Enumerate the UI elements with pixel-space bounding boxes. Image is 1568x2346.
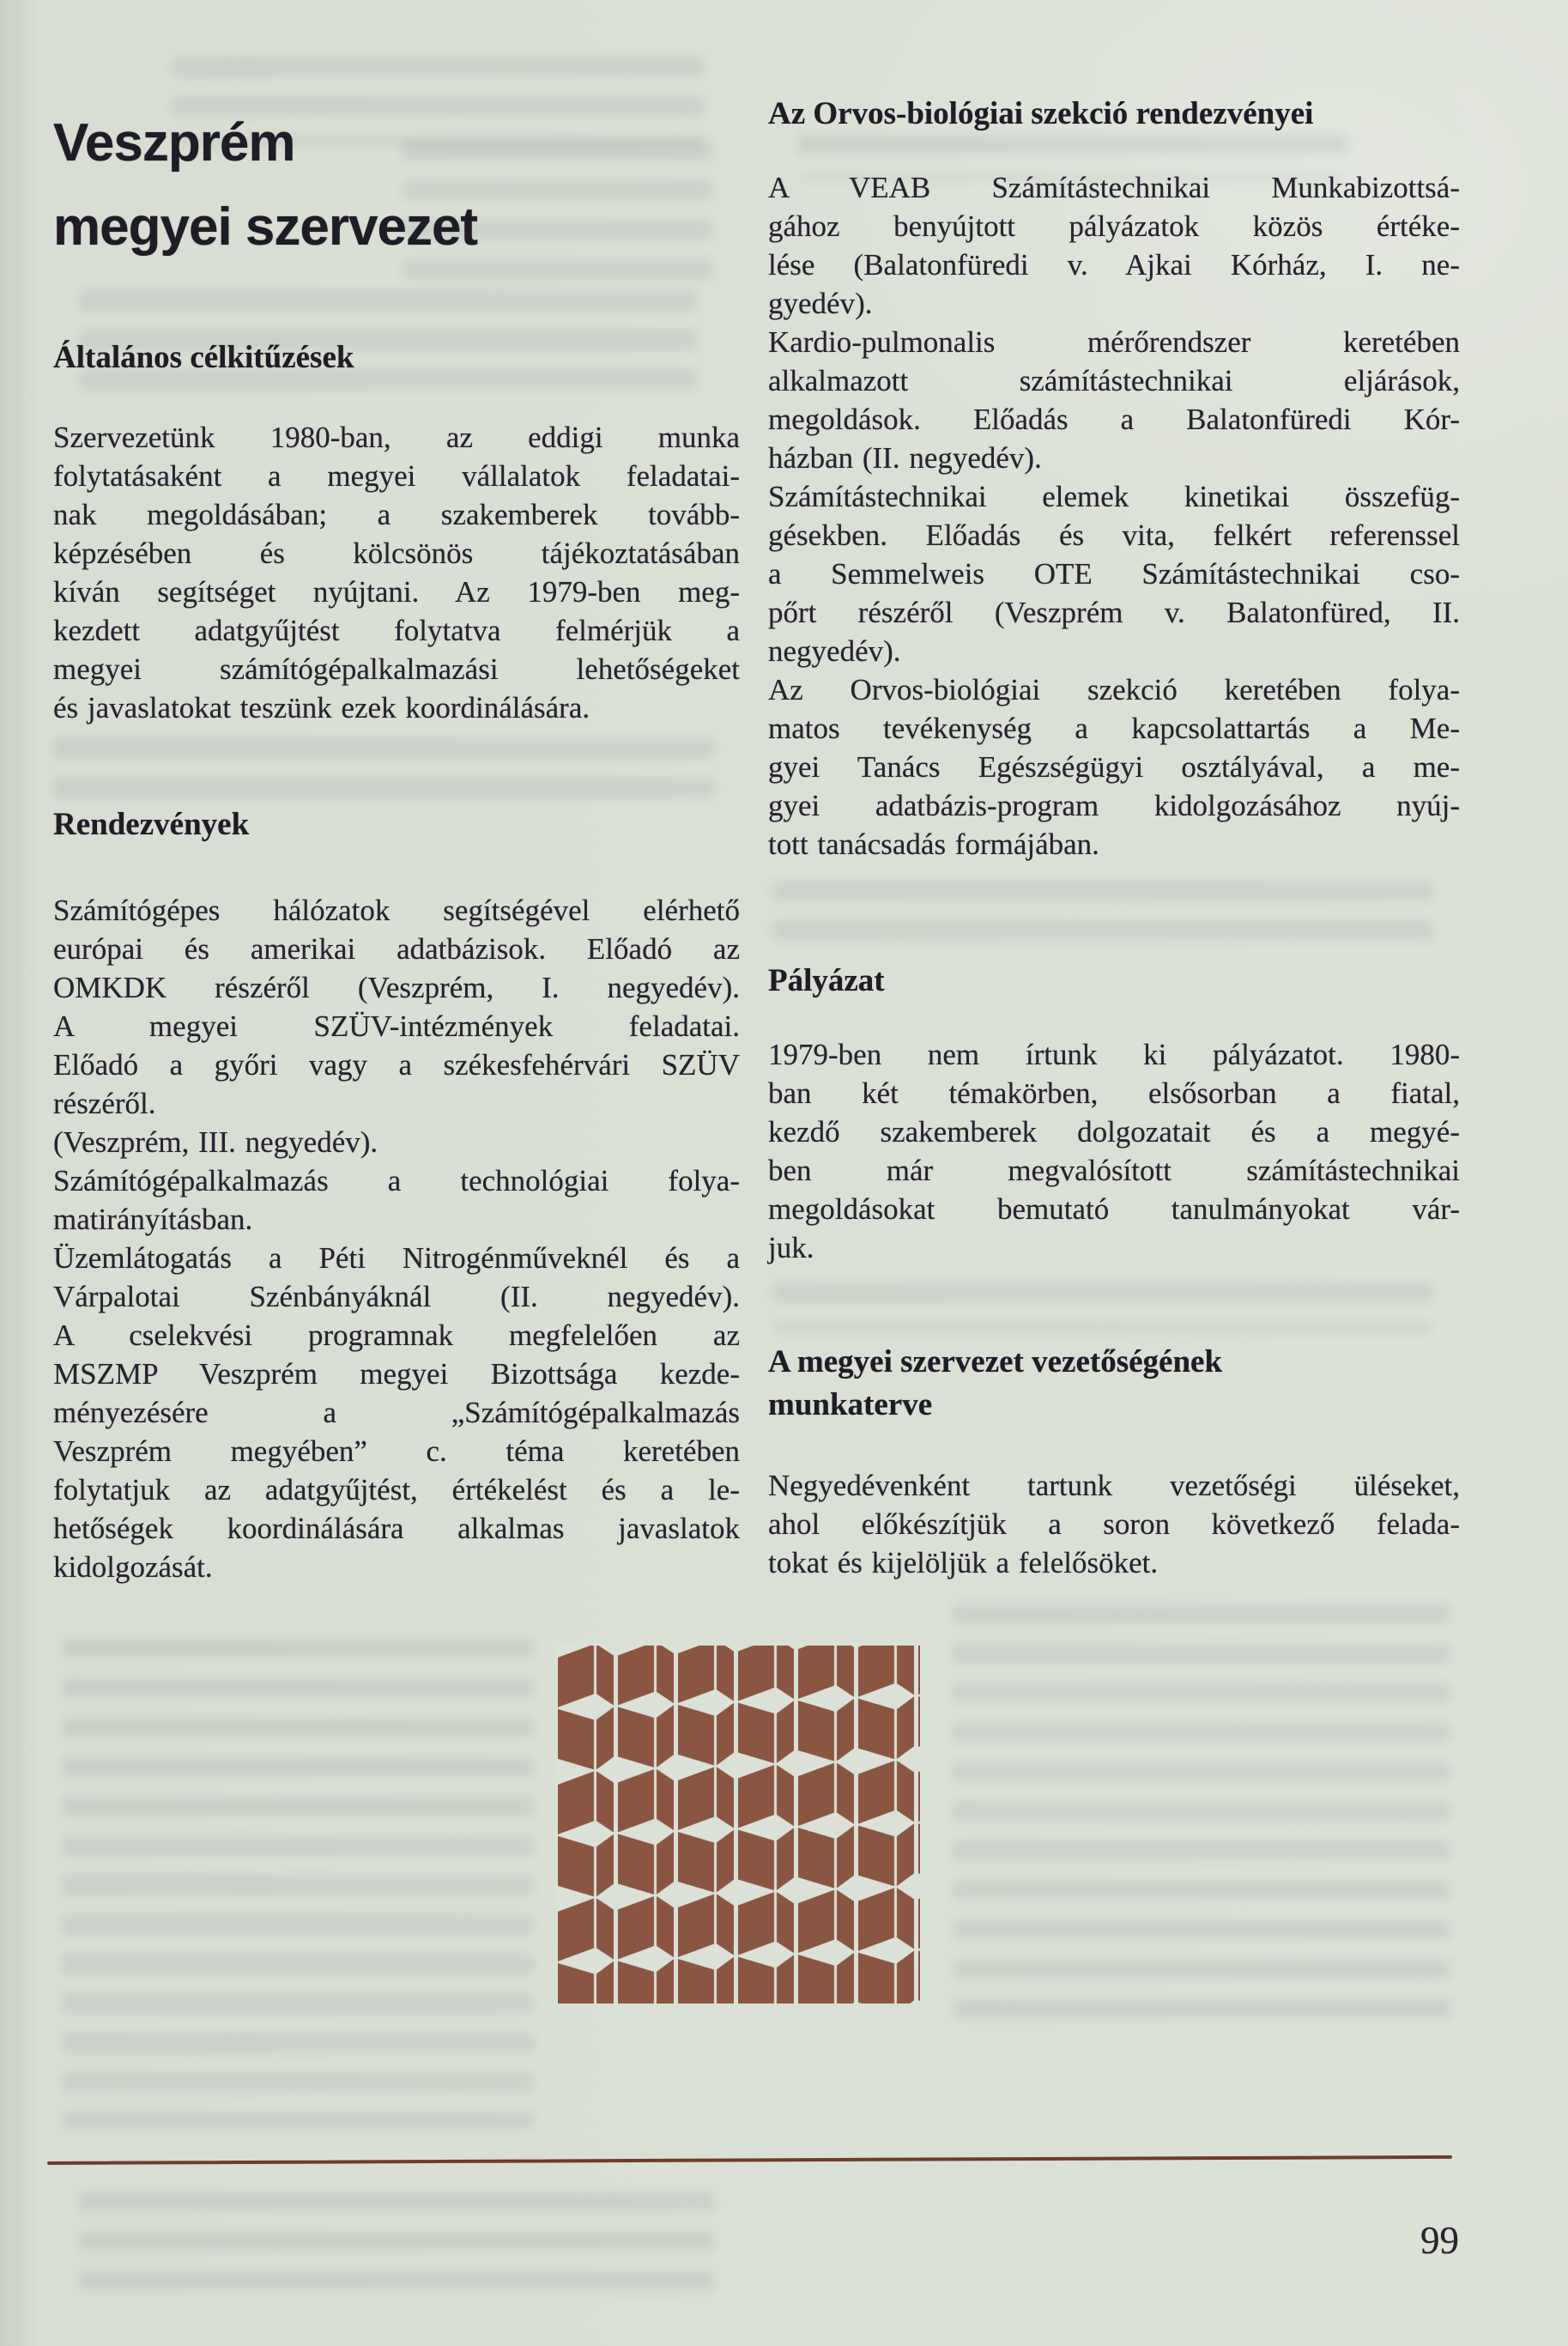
text-line: nak megoldásában; a szakemberek tovább- — [53, 498, 740, 531]
text-line: megoldások. Előadás a Balatonfüredi Kór- — [768, 403, 1460, 436]
text-line: MSZMP Veszprém megyei Bizottsága kezde- — [53, 1357, 740, 1391]
text-line: Veszprém — [53, 113, 295, 173]
text-line: gésekben. Előadás és vita, felkért referenssel — [768, 518, 1460, 552]
section-heading-events: Rendezvények — [53, 807, 250, 842]
text-line: megoldásokat bemutató tanulmányokat vár- — [768, 1192, 1460, 1226]
text-line: A VEAB Számítástechnikai Munkabizottsá- — [768, 171, 1460, 204]
work-plan-paragraph — [768, 1466, 1460, 1582]
text-line: A megyei SZÜV-intézmények feladatai. — [53, 1009, 740, 1043]
bleed-through-smudge — [772, 1276, 1433, 1332]
text-line: kíván segítséget nyújtani. Az 1979-ben meg- — [53, 575, 740, 609]
text-line: megyei szervezet — [53, 197, 478, 257]
text-line: Számítástechnikai elemek kinetikai összefüg- — [768, 480, 1460, 513]
text-line: kezdett adatgyűjtést folytatva felmérjük a — [53, 614, 740, 647]
text-line: Az Orvos-biológiai szekció keretében folya- — [768, 673, 1460, 706]
text-line: OMKDK részéről (Veszprém, I. negyedév). — [53, 971, 740, 1004]
cube-pattern-svg — [556, 1644, 922, 2005]
text-line: megyei számítógépalkalmazási lehetőségeket — [53, 652, 740, 686]
text-line: gyedév). — [768, 287, 873, 320]
text-line: ban két témakörben, elsősorban a fiatal, — [768, 1076, 1460, 1110]
text-line: képzésében és kölcsönös tájékoztatásában — [53, 536, 740, 570]
bleed-through-smudge — [53, 731, 714, 802]
divider-rule — [47, 2155, 1452, 2165]
section-heading-medical: Az Orvos-biológiai szekció rendezvényei — [768, 96, 1314, 131]
text-line: Kardio-pulmonalis mérőrendszer keretében — [768, 325, 1460, 359]
text-line: gyei adatbázis-program kidolgozásához nyúj- — [768, 789, 1460, 822]
page-number: 99 — [1420, 2219, 1459, 2262]
text-line: folytatásaként a megyei vállalatok feladatai- — [53, 459, 740, 493]
text-line: tokat és kijelöljük a felelősöket. — [768, 1546, 1159, 1579]
text-line: Üzemlátogatás a Péti Nitrogénműveknél és a — [53, 1241, 740, 1275]
text-line: 1979-ben nem írtunk ki pályázatot. 1980- — [768, 1038, 1460, 1071]
text-line: és javaslatokat teszünk ezek koordinálására. — [53, 691, 590, 724]
bleed-through-smudge — [79, 2185, 714, 2296]
text-line: Negyedévenként tartunk vezetőségi üléseket, — [768, 1469, 1460, 1502]
bleed-through-smudge — [62, 1631, 534, 2129]
events-paragraph — [53, 891, 740, 1586]
text-line: hetőségek koordinálására alkalmas javaslatok — [53, 1512, 740, 1545]
text-line: A cselekvési programnak megfelelően az — [53, 1318, 740, 1352]
text-line: Veszprém megyében” c. téma keretében — [53, 1434, 740, 1468]
text-line: A megyei szervezet vezetőségének — [768, 1344, 1223, 1379]
text-line: Számítógépalkalmazás a technológiai folya- — [53, 1164, 740, 1197]
medical-paragraph — [768, 168, 1460, 864]
text-line: európai és amerikai adatbázisok. Előadó az — [53, 932, 740, 966]
section-heading-work-plan — [768, 1341, 1222, 1427]
text-line: Szervezetünk 1980-ban, az eddigi munka — [53, 421, 740, 454]
text-line: Várpalotai Szénbányáknál (II. negyedév). — [53, 1280, 740, 1313]
text-line: (Veszprém, III. negyedév). — [53, 1125, 378, 1159]
text-line: matirányításban. — [53, 1203, 253, 1236]
text-line: juk. — [768, 1231, 814, 1264]
text-line: a Semmelweis OTE Számítástechnikai cso- — [768, 557, 1460, 591]
text-line: lése (Balatonfüredi v. Ajkai Kórház, I. ne- — [768, 248, 1460, 282]
text-line: részéről. — [53, 1087, 156, 1120]
text-line: tott tanácsadás formájában. — [768, 827, 1099, 861]
text-line: pőrt részéről (Veszprém v. Balatonfüred, II. — [768, 596, 1460, 629]
text-line: munkaterve — [768, 1387, 933, 1422]
general-goals-paragraph — [53, 418, 740, 727]
tender-paragraph — [768, 1035, 1460, 1267]
organization-title — [53, 101, 654, 270]
text-line: Számítógépes hálózatok segítségével elérhető — [53, 894, 740, 927]
text-line: ményezésére a „Számítógépalkalmazás — [53, 1396, 740, 1429]
text-line: ahol előkészítjük a soron következő felada- — [768, 1507, 1460, 1541]
text-line: matos tevékenység a kapcsolattartás a Me- — [768, 712, 1460, 745]
text-line: kezdő szakemberek dolgozatait és a megyé- — [768, 1115, 1460, 1149]
text-line: ben már megvalósított számítástechnikai — [768, 1154, 1460, 1187]
text-line: folytatjuk az adatgyűjtést, értékelést és a le- — [53, 1473, 740, 1506]
text-line: házban (II. negyedév). — [768, 441, 1042, 475]
text-line: kidolgozását. — [53, 1550, 213, 1584]
text-line: alkalmazott számítástechnikai eljárások, — [768, 364, 1460, 397]
bleed-through-smudge — [772, 874, 1433, 953]
text-line: Előadó a győri vagy a székesfehérvári SZÜV — [53, 1048, 740, 1082]
section-heading-general-goals: Általános célkitűzések — [53, 340, 354, 375]
cube-pattern-illustration — [556, 1644, 922, 2005]
text-line: gához benyújtott pályázatok közös értéke- — [768, 209, 1460, 243]
text-line: gyei Tanács Egészségügyi osztályával, a me- — [768, 750, 1460, 784]
bleed-through-smudge — [953, 1597, 1450, 2034]
section-heading-tender: Pályázat — [768, 963, 885, 998]
text-line: negyedév). — [768, 634, 901, 668]
